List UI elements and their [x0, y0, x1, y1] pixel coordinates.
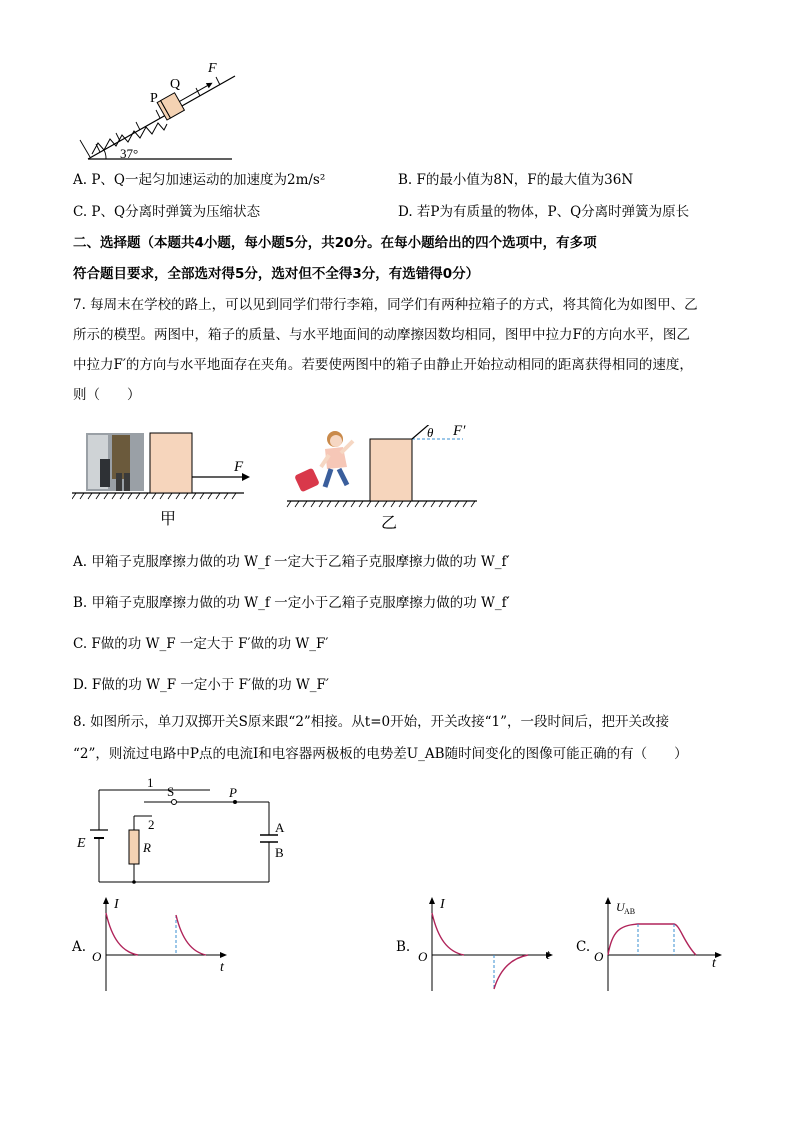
fig-yi-label: 乙	[381, 515, 398, 530]
q8-line2: “2”，则流过电路中P点的电流I和电容器两极板的电势差U_AB随时间变化的图像可能正确的有（ ）	[73, 746, 688, 762]
graph-a	[88, 895, 238, 995]
graph-b	[414, 895, 564, 995]
graph-c	[594, 895, 734, 995]
q6-option-d: D. 若P为有质量的物体，P、Q分离时弹簧为原长	[398, 204, 690, 220]
q7-option-c: C. F做的功 W_F 一定大于 F′做的功 W_F′	[73, 636, 329, 652]
incline-figure	[70, 58, 250, 168]
cap-b-label: B	[275, 845, 284, 860]
q7-option-a: A. 甲箱子克服摩擦力做的功 W_f 一定大于乙箱子克服摩擦力做的功 W_f′	[73, 554, 510, 570]
switch-pivot	[172, 800, 177, 805]
box-jia	[150, 433, 192, 493]
graph-a-x: t	[220, 960, 224, 975]
cap-a-label: A	[275, 820, 285, 835]
label-p: P	[150, 91, 158, 106]
graph-a-label: A.	[72, 939, 87, 955]
battery-e-label: E	[77, 836, 86, 851]
q7-line1: 7. 每周末在学校的路上，可以见到同学们带行李箱，同学们有两种拉箱子的方式，将其简化为如图甲、乙	[73, 297, 698, 313]
graph-b-label: B.	[396, 939, 411, 955]
q6-option-a: A. P、Q一起匀加速运动的加速度为2m/s²	[73, 172, 326, 188]
force-f-prime-label: F′	[453, 425, 466, 439]
resistor-r	[129, 830, 139, 864]
q6-option-c: C. P、Q分离时弹簧为压缩状态	[73, 204, 261, 220]
graph-a-y: I	[114, 897, 119, 912]
circuit-diagram	[72, 772, 302, 887]
fig-jia-label: 甲	[160, 511, 177, 528]
section2-line2: 符合题目要求，全部选对得5分，选对但不全得3分，有选错得0分）	[73, 266, 480, 282]
figure-jia	[72, 425, 262, 530]
resistor-r-label: R	[143, 840, 151, 855]
q7-option-d: D. F做的功 W_F 一定小于 F′做的功 W_F′	[73, 677, 329, 693]
graph-c-y-sub: AB	[624, 907, 636, 916]
graph-c-label: C.	[576, 939, 591, 955]
graph-b-o: O	[418, 949, 428, 964]
angle-theta-label: θ	[427, 425, 434, 440]
terminal-1-label: 1	[147, 775, 154, 790]
angle-label: 37°	[120, 146, 139, 161]
graph-b-x: t	[546, 948, 550, 963]
label-f: F	[208, 61, 217, 76]
point-p-label: P	[229, 785, 237, 800]
q6-option-b: B. F的最小值为8N，F的最大值为36N	[398, 172, 634, 188]
section2-line1: 二、选择题（本题共4小题，每小题5分，共20分。在每小题给出的四个选项中，有多项	[73, 235, 597, 251]
q8-line1: 8. 如图所示，单刀双掷开关S原来跟“2”相接。从t=0开始，开关改接“1”，一段时间后，把开关改接	[73, 714, 670, 730]
box-yi	[370, 439, 412, 501]
q7-option-b: B. 甲箱子克服摩擦力做的功 W_f 一定小于乙箱子克服摩擦力做的功 W_f′	[73, 595, 510, 611]
figure-yi	[285, 425, 485, 530]
q7-line4: 则（ ）	[73, 387, 141, 403]
switch-s-label: S	[167, 784, 175, 799]
graph-c-o: O	[594, 949, 604, 964]
label-q: Q	[170, 77, 181, 92]
q7-line3: 中拉力F′的方向与水平地面存在夹角。若要使两图中的箱子由静止开始拉动相同的距离获得相同的速度，	[73, 357, 693, 373]
graph-b-y: I	[440, 897, 445, 912]
graph-c-y: U	[616, 900, 625, 914]
q7-line2: 所示的模型。两图中，箱子的质量、与水平地面间的动摩擦因数均相同，图甲中拉力F的方向水平，图乙	[73, 327, 690, 343]
terminal-2-label: 2	[148, 817, 155, 832]
graph-a-o: O	[92, 949, 102, 964]
student-cartoon-icon	[294, 431, 353, 492]
force-f-label: F	[234, 459, 244, 475]
graph-c-x: t	[712, 956, 716, 971]
